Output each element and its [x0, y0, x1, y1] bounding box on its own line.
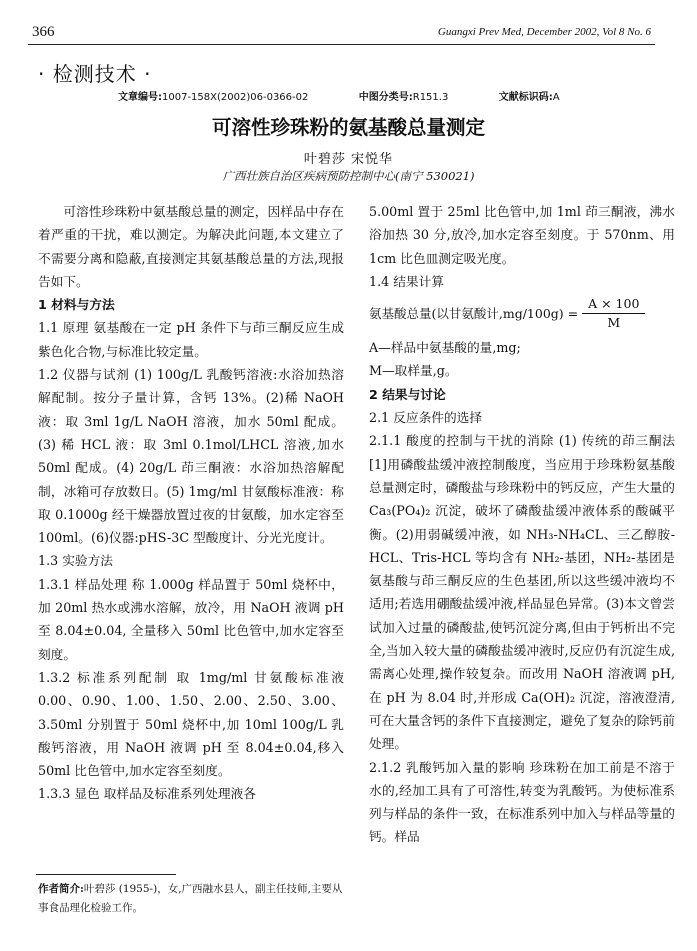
article-no: 1007-158X(2002)06-0366-02 [162, 92, 309, 103]
authors: 叶碧莎 宋悦华 [303, 152, 394, 167]
paragraph-standard-series: 1.3.2 标准系列配制 取 1mg/ml 甘氨酸标准液 0.00、0.90、1.00、1.50、2.00、2.50、3.00、3.50ml 分别置于 50ml 烧杯中,加 10ml 100g/L 乳酸钙溶液，用 NaOH 液调 pH 至 8.04±0.04,移入 50ml 比色管中,加水定容至刻度。 [38, 669, 344, 779]
article-no-label: 文章编号: [118, 92, 162, 103]
section-heading-results: 2 结果与讨论 [369, 386, 446, 402]
paragraph-acidity: 2.1.1 酸度的控制与干扰的消除 (1) 传统的茚三酮法[1]用磷酸盐缓冲液控制酸度，当应用于珍珠粉氨基酸总量测定时，磷酸盐与珍珠粉中的钙反应，产生大量的 Ca₃(PO₄)₂ 沉淀，破坏了磷酸盐缓冲液体系的酸碱平衡。(2)用弱碱缓冲液，如 NH₃-NH₄CL、三乙醇胺-HCL、Tris-HCL 等均含有 NH₂-基团，NH₂-基团是氨基酸与茚三酮反应的生色基团,所以这些缓冲液均不适用;若选用硼酸盐缓冲液,样品显色异常。(3)本文曾尝试加入过量的磷酸盐,使钙沉淀分离,但由于钙析出不完全,当加入较大量的磷酸盐缓冲液时,反应仍有沉淀生成,需离心处理,操作较复杂。而改用 NaOH 溶液调 pH,在 pH 为 8.04 时,并形成 Ca(OH)₂ 沉淀，溶液澄清,可在大量含钙的条件下直接测定，避免了复杂的除钙前处理。 [369, 433, 675, 752]
footnote-rule [36, 874, 176, 875]
paragraph-color-development-cont: 5.00ml 置于 25ml 比色管中,加 1ml 茚三酮液，沸水浴加热 30 分,放冷,加水定容至刻度。于 570nm、用 1cm 比色皿测定吸光度。 [369, 204, 675, 266]
journal-header: Guangxi Prev Med, December 2002, Vol 8 No. 6 [437, 26, 651, 38]
header-rule [28, 44, 655, 45]
article-metadata [118, 88, 560, 103]
intro-paragraph: 可溶性珍珠粉中氨基酸总量的测定，因样品中存在着严重的干扰，难以测定。为解决此问题,本文建立了不需要分离和隐蔽,直接测定其氨基酸总量的方法,现报告如下。 [38, 204, 344, 289]
formula-denominator: M [607, 315, 621, 331]
formula-lhs: 氨基酸总量(以甘氨酸计,mg/100g) = [369, 306, 579, 322]
formula-var-a: A—样品中氨基酸的量,mg; [369, 340, 521, 356]
paper-title: 可溶性珍珠粉的氨基酸总量测定 [211, 116, 485, 139]
section-label: · 检测技术 · [38, 62, 152, 86]
doc-code-label: 文献标识码: [498, 92, 553, 103]
paragraph-principle: 1.1 原理 氨基酸在一定 pH 条件下与茚三酮反应生成紫色化合物,与标准比较定量。 [38, 320, 344, 359]
footnote-text: 叶碧莎 (1955-)，女,广西融水县人，副主任技师,主要从事食品理化检验工作。 [38, 883, 343, 914]
result-formula [369, 295, 675, 332]
formula-numerator: A × 100 [582, 295, 645, 314]
section-heading-materials: 1 材料与方法 [38, 297, 115, 313]
doc-code: A [552, 92, 560, 103]
subheading-calculation: 1.4 结果计算 [369, 273, 444, 289]
left-column [38, 200, 344, 806]
paragraph-calcium-lactate: 2.1.2 乳酸钙加入量的影响 珍珠粉在加工前是不溶于水的,经加工具有了可溶性,转变为乳酸钙。为使标准系列与样品的条件一致，在标准系列中加入与样品等量的钙。样品 [369, 759, 675, 845]
class-no: R151.3 [412, 92, 449, 103]
footnote-label: 作者简介: [38, 883, 84, 895]
paragraph-instruments: 1.2 仪器与试剂 (1) 100g/L 乳酸钙溶液:水浴加热溶解配制。按分子量计算，含钙 13%。(2)稀 NaOH 液：取 3ml 1g/L NaOH 溶液，加水 50ml 配成。(3) 稀 HCL 液：取 3ml 0.1mol/LHCL 溶液,加水 50ml 配成。(4) 20g/L 茚三酮液：水浴加热溶解配制，冰箱可存放数日。(5) 1mg/ml 甘氨酸标准液：称取 0.1000g 经干燥器放置过夜的甘氨酸，加水定容至 100ml。(6)仪器:pHS-3C 型酸度计、分光光度计。 [38, 367, 344, 546]
formula-fraction [582, 295, 645, 332]
paragraph-color-development: 1.3.3 显色 取样品及标准系列处理液各 [38, 786, 256, 802]
formula-var-m: M—取样量,g。 [369, 363, 458, 379]
subheading-conditions: 2.1 反应条件的选择 [369, 410, 483, 426]
page-number: 366 [32, 24, 55, 40]
paragraph-sample-prep: 1.3.1 样品处理 称 1.000g 样品置于 50ml 烧杯中，加 20ml 热水或沸水溶解，放冷，用 NaOH 液调 pH 至 8.04±0.04, 全量移入 50ml 比色管中,加水定容至刻度。 [38, 576, 344, 662]
subheading-methods: 1.3 实验方法 [38, 553, 113, 569]
affiliation: 广西壮族自治区疾病预防控制中心(南宁 530021) [222, 169, 475, 183]
class-no-label: 中图分类号: [358, 92, 413, 103]
right-column [369, 200, 675, 849]
author-footnote [38, 880, 344, 918]
